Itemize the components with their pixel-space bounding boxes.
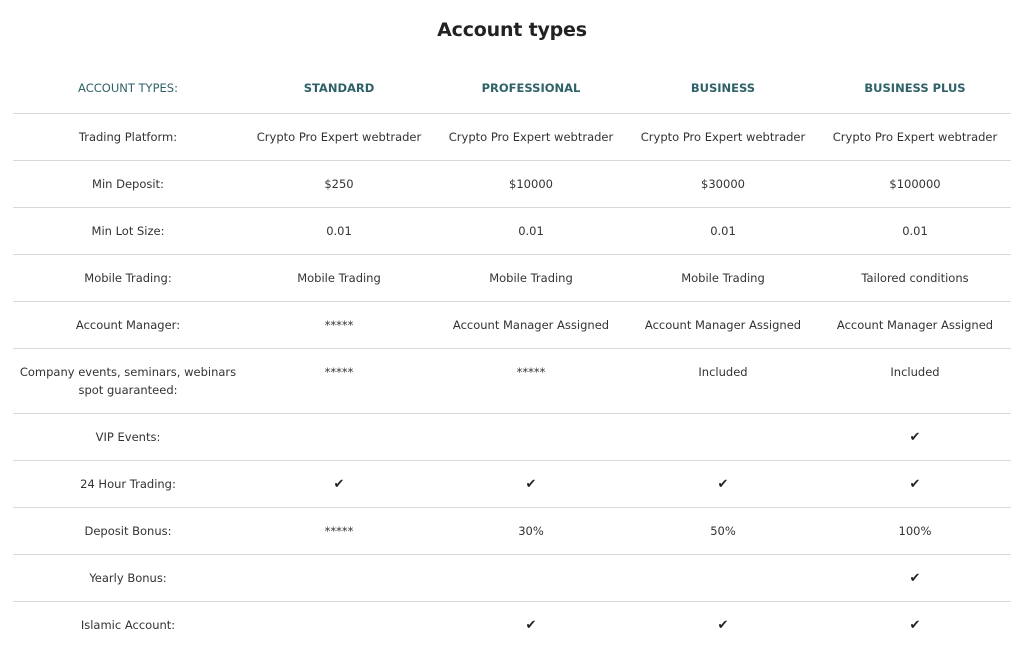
table-cell (819, 475, 1011, 494)
table-cell (243, 616, 435, 634)
plan-header-professional: PROFESSIONAL (481, 80, 581, 95)
table-cell (435, 616, 627, 635)
table-cell (819, 428, 1011, 447)
table-cell: Crypto Pro Expert webtrader (448, 130, 614, 144)
row-label: Min Lot Size: (91, 224, 165, 238)
table-header-row (13, 62, 1011, 114)
row-label: Account Manager: (75, 318, 181, 332)
check-icon: ✔ (909, 430, 921, 445)
row-label: Islamic Account: (80, 618, 176, 632)
table-cell: $30000 (701, 177, 745, 191)
row-label: Mobile Trading: (84, 271, 172, 285)
table-cell: Included (698, 365, 748, 379)
table-cell: 0.01 (326, 224, 352, 238)
check-icon: ✔ (909, 477, 921, 492)
table-cell (435, 428, 627, 446)
table-row-trading-platform (13, 114, 1011, 161)
row-label: Min Deposit: (92, 177, 164, 191)
table-row-company-events (13, 349, 1011, 414)
row-label (13, 363, 243, 399)
check-icon: ✔ (525, 618, 537, 633)
row-label-line: spot guaranteed: (78, 383, 178, 397)
table-cell: 30% (518, 524, 544, 538)
table-cell (243, 428, 435, 446)
table-cell: Mobile Trading (489, 271, 573, 285)
table-row-mobile-trading (13, 255, 1011, 302)
table-cell: 0.01 (902, 224, 928, 238)
table-cell: Mobile Trading (681, 271, 765, 285)
row-label: 24 Hour Trading: (80, 477, 176, 491)
table-cell: $250 (324, 177, 354, 191)
check-icon: ✔ (909, 571, 921, 586)
table-cell (243, 569, 435, 587)
account-types-table (13, 62, 1011, 649)
table-cell (435, 475, 627, 494)
table-row-account-manager (13, 302, 1011, 349)
table-row-min-lot-size (13, 208, 1011, 255)
plan-header-business-plus: BUSINESS PLUS (864, 80, 966, 95)
table-cell: Account Manager Assigned (836, 318, 994, 332)
table-row-deposit-bonus (13, 508, 1011, 555)
table-cell: Account Manager Assigned (452, 318, 610, 332)
table-cell (435, 569, 627, 587)
table-cell: ***** (324, 365, 354, 379)
table-cell: Tailored conditions (861, 271, 969, 285)
row-label: VIP Events: (95, 430, 161, 444)
table-row-yearly-bonus (13, 555, 1011, 602)
table-row-min-deposit (13, 161, 1011, 208)
table-cell: Crypto Pro Expert webtrader (640, 130, 806, 144)
table-cell: Crypto Pro Expert webtrader (256, 130, 422, 144)
check-icon: ✔ (717, 618, 729, 633)
table-cell (627, 428, 819, 446)
table-row-islamic-account (13, 602, 1011, 649)
page-title: Account types (437, 19, 587, 41)
check-icon: ✔ (333, 477, 345, 492)
table-cell (627, 569, 819, 587)
check-icon: ✔ (909, 618, 921, 633)
table-cell: ***** (324, 524, 354, 538)
row-label: Deposit Bonus: (84, 524, 172, 538)
check-icon: ✔ (525, 477, 537, 492)
table-cell (627, 616, 819, 635)
table-cell: 0.01 (518, 224, 544, 238)
table-cell: $10000 (509, 177, 553, 191)
table-cell (627, 475, 819, 494)
table-cell: $100000 (889, 177, 941, 191)
table-cell: 50% (710, 524, 736, 538)
table-cell: Mobile Trading (297, 271, 381, 285)
table-cell: Account Manager Assigned (644, 318, 802, 332)
table-row-vip-events (13, 414, 1011, 461)
plan-header-standard: STANDARD (303, 80, 375, 95)
table-cell: 0.01 (710, 224, 736, 238)
row-label: Yearly Bonus: (89, 571, 167, 585)
table-cell (819, 616, 1011, 635)
table-cell: Crypto Pro Expert webtrader (832, 130, 998, 144)
plan-header-business: BUSINESS (690, 80, 756, 95)
table-cell: 100% (898, 524, 932, 538)
table-row-24-hour-trading (13, 461, 1011, 508)
row-label-line: Company events, seminars, webinars (19, 365, 237, 379)
table-cell (819, 569, 1011, 588)
table-cell: ***** (324, 318, 354, 332)
row-label: Trading Platform: (78, 130, 178, 144)
table-cell: ***** (516, 365, 546, 379)
table-cell (243, 475, 435, 494)
check-icon: ✔ (717, 477, 729, 492)
header-label: ACCOUNT TYPES: (78, 80, 178, 95)
table-cell: Included (890, 365, 940, 379)
